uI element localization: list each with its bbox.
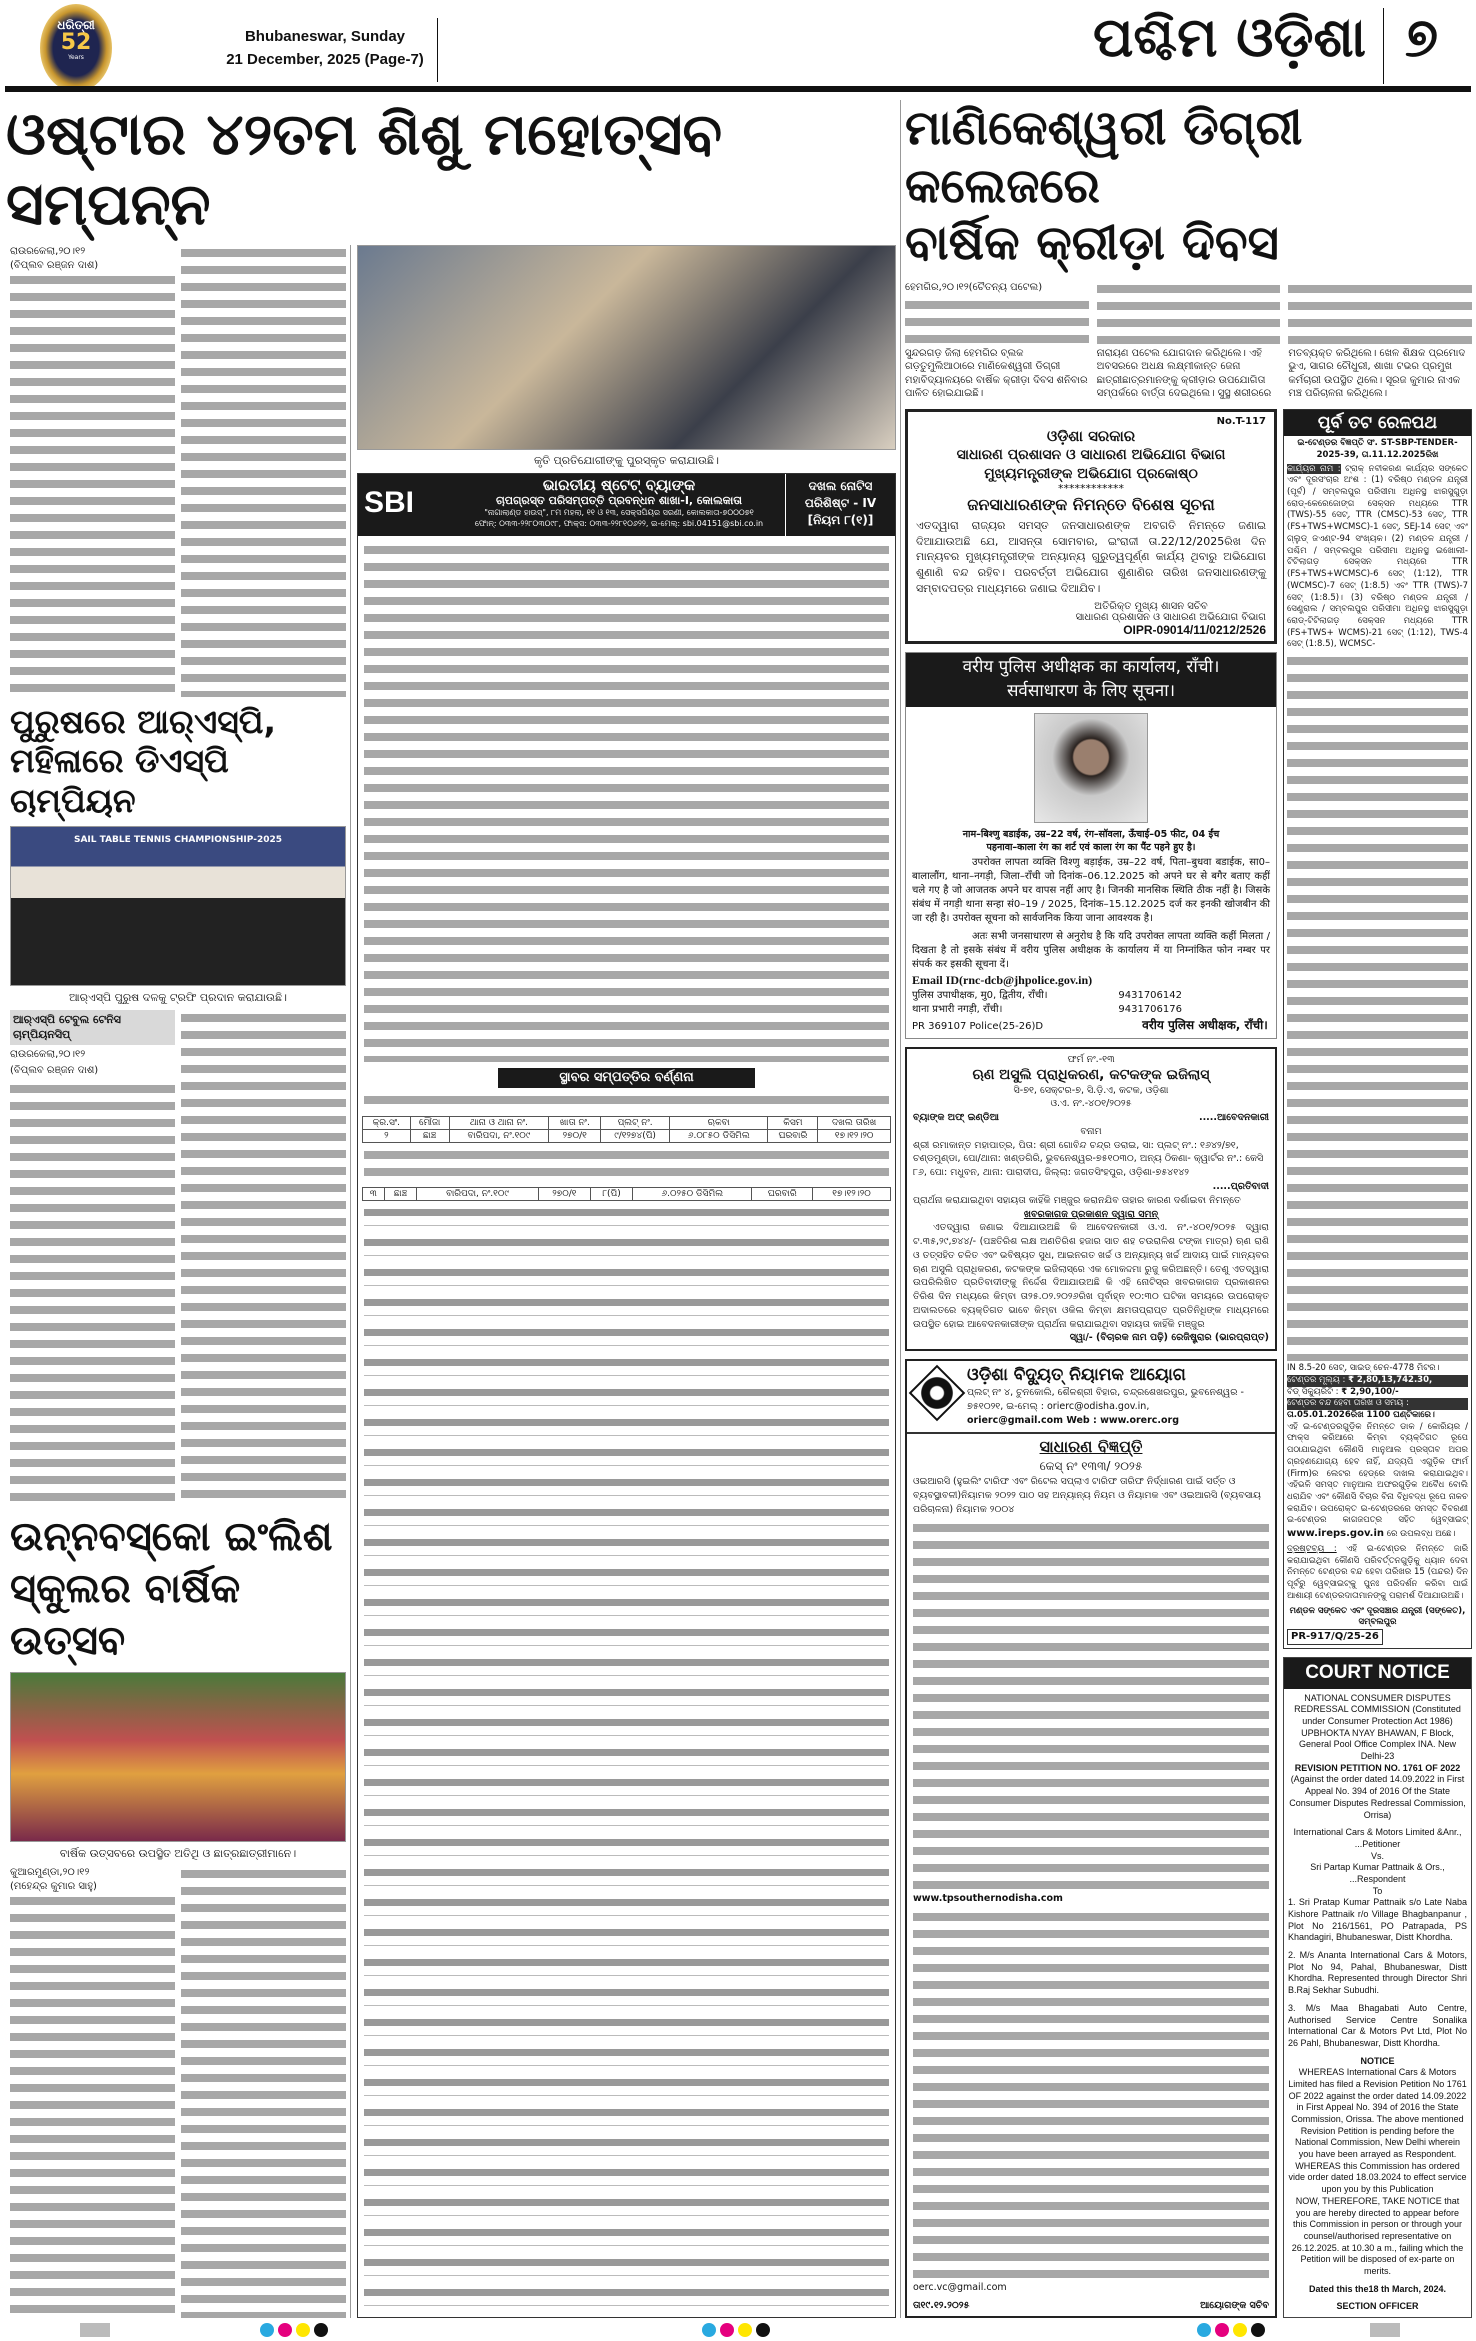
contact-phone: 9431706176 bbox=[1118, 1004, 1182, 1016]
contact-label: पुलिस उपाधीक्षक, मु0, द्वितीय, राँची। bbox=[912, 990, 1048, 1002]
petitioner-role: ...Petitioner bbox=[1354, 1838, 1401, 1849]
story4-photo-caption: ବାର୍ଷିକ ଉତ୍ସବରେ ଉପସ୍ଥିତ ଅତିଥି ଓ ଛାତ୍ରଛାତ୍ରୀମାନେ। bbox=[59, 1846, 297, 1860]
cell: ୨୭୦/୧ bbox=[549, 1129, 601, 1142]
story4-headline-line1: ଉନ୍ନବସ୍କୋ ଇଂଲିଶ bbox=[10, 1513, 333, 1560]
notice-number: No.T-117 bbox=[1216, 415, 1266, 427]
odisha-govt-notice bbox=[905, 409, 1277, 644]
story3-kicker: ଆର୍‌ଏସ୍‌ପି ଟେବୁଲ ଟେନିସ ଚାମ୍ପିୟନସିପ୍ bbox=[10, 1010, 175, 1045]
story4-dateline: କୁଆରମୁଣ୍ଡା,୨୦।୧୨ bbox=[10, 1867, 90, 1879]
section-title: ପଶ୍ଚିମ ଓଡ଼ିଶା bbox=[1093, 6, 1366, 69]
dateline-date: 21 December, 2025 (Page-7) bbox=[226, 51, 424, 69]
police-ref: PR 369107 Police(25-26)D bbox=[912, 1021, 1044, 1033]
story3-headline-line2: ମହିଳାରେ ଡିଏସ୍‌ପି ଚାମ୍ପିୟନ bbox=[10, 741, 229, 820]
work-text: ଟ୍ରାକ୍ ନବୀକରଣ କାର୍ଯ୍ୟର ସଙ୍କେତ ଏବଂ ଦୂରସଂଚାର ଅଂଶ : (1) ବରିଷ୍ଠ ମଣ୍ଡଳ ଯନ୍ତ୍ରୀ (ପୂର୍ବ) / ସମ୍ବଲପୁର ପରିସୀମା ଅଧିନସ୍ଥ ଝାରସୁଗୁଡ଼ା ରୋଡ୍-କେରେଜୋଙ୍ଗ ସେକ୍ସନ ମଧ୍ୟରେ TTR (TWS)-55 ସେଟ୍, TTR (CMSC)-53 ସେଟ୍, TTR (FS+TWS+WCMSC)-1 ସେଟ୍, SEJ-14 ସେଟ୍ ଏବଂ ଗ୍ଲୁଡ୍ ଜଏଣ୍ଟ-94 ସଂଖ୍ୟକ। (2) ମଣ୍ଡଳ ଯନ୍ତ୍ରୀ / ପଶ୍ଚିମ / ସମ୍ବଲପୁର ପରିସୀମା ଅଧିନସ୍ଥ ଇଖୋଲୀ-ଟିଟିଲାଗଡ଼ ସେକ୍ସନ ମଧ୍ୟରେ TTR (FS+TWS+WCMSC)-6 ସେଟ୍ (1:12), TTR (WCMSC)-7 ସେଟ୍ (1:8.5) ଏବଂ TTR (TWS)-7 ସେଟ୍ (1:8.5)। (3) ବରିଷ୍ଠ ମଣ୍ଡଳ ଯନ୍ତ୍ରୀ / ସେଣ୍ଟ୍ରାଲ / ସମ୍ବଲପୁର ପରିସୀମା ଅଧିନସ୍ଥ ଝାରସୁଗୁଡ଼ା ରୋଡ୍-ଟିଟିଲାଗଡ଼ ସେକ୍ସନ ମଧ୍ୟରେ TTR (FS+TWS+ WCMS)-21 ସେଟ୍ (1:12), TWS-4 ସେଟ୍ (1:8.5), WCMSC- bbox=[1287, 463, 1468, 650]
notice-department: ସାଧାରଣ ପ୍ରଶାସନ ଓ ସାଧାରଣ ଅଭିଯୋଗ ବିଭାଗ bbox=[956, 446, 1226, 463]
story2-col1: ସୁନ୍ଦରଗଡ଼ ଜିଲା ହେମଗିର ବ୍ଲକ ଗଡ଼ତୁମୁଲିଆଠାରେ ମାଣିକେଶ୍ୱରୀ ଡିଗ୍ରୀ ମହାବିଦ୍ୟାଳୟରେ ବାର୍ଷିକ କ୍ରୀଡ଼ା ଦିବସ ଶନିବାର ପାଳିତ ହୋଇଯାଇଛି। bbox=[905, 347, 1088, 400]
cell: ୬.୦୮୫୦ ଡିସିମିଲ bbox=[670, 1129, 768, 1142]
oerc-contact: orierc@gmail.com Web : www.orerc.org bbox=[967, 1415, 1180, 1427]
rule: [ନିୟମ ୮(୧)] bbox=[807, 512, 874, 527]
logo-years-label: Years bbox=[68, 54, 84, 62]
oerc-heading: ସାଧାରଣ ବିଜ୍ଞପ୍ତି bbox=[1039, 1437, 1143, 1457]
story3-dateline: ରାଉରକେଲା,୨୦।୧୨ bbox=[10, 1048, 86, 1060]
col-header: ଦଖଲ ତାରିଖ bbox=[818, 1116, 891, 1129]
drt-notice bbox=[905, 1047, 1277, 1351]
story2-dateline: ହେମଗିର,୨୦।୧୨(ଚୈତନ୍ୟ ପଟେଲ) bbox=[905, 281, 1043, 293]
tender-ref: ଇ-ଟେଣ୍ଡର ବିଜ୍ଞପ୍ତି ସଂ. ST-SBP-TENDER-2025-39, ତା.11.12.2025ରିଖ bbox=[1297, 438, 1458, 460]
cell: ବାରିପଦା, ନଂ.୧୦୯ bbox=[449, 1129, 549, 1142]
drt-case: ଓ.ଏ. ନଂ.-୪୦୧/୨୦୨୫ bbox=[1050, 1098, 1132, 1110]
closing-value: ତା.05.01.2026ରିଖ 1100 ଘଣ୍ଟିକାରେ। bbox=[1287, 1410, 1435, 1421]
versus: Vs. bbox=[1370, 1850, 1384, 1861]
notice-type: ଦଖଲ ନୋଟିସ bbox=[808, 479, 873, 494]
railway-tender bbox=[1283, 409, 1472, 1649]
notice-title: ଜନସାଧାରଣଙ୍କ ନିମନ୍ତେ ବିଶେଷ ସୂଚନା bbox=[967, 495, 1215, 515]
table-header-row bbox=[363, 1116, 891, 1129]
story1-photo-caption: କୃତି ପ୍ରତିଯୋଗୀଙ୍କୁ ପୁରସ୍କୃତ କରାଯାଉଛି। bbox=[534, 454, 719, 468]
bank-name: ଭାରତୀୟ ଷ୍ଟେଟ୍ ବ୍ୟାଙ୍କ bbox=[542, 476, 696, 495]
addressee: 2. M/s Ananta International Cars & Motors, Plot No 94, Pahal, Bhubaneswar, Distt Khordha. Represented through Director Shri B.Raj Sekhar Subudhi. bbox=[1288, 1950, 1467, 1996]
tender-body3: ରେ ଉପଲବ୍ଧ ଅଛେ। bbox=[1386, 1529, 1456, 1540]
dated: Dated this the18 th March, 2024. bbox=[1308, 2283, 1447, 2294]
tender-body2: ଏହି ଇ-ଟେଣ୍ଡରଗୁଡ଼ିକ ନିମନ୍ତେ ଡାକ / କୋରିୟର / ଫାକ୍ସ କରିଆରେ କିମ୍ବା ବ୍ୟକ୍ତିଗତ ରୂପେ ପଠାଯାଇଥିବା କୌଣସି ମାନୁଆଲ ପ୍ରସ୍ତାବ ଅପର ଗ୍ରହଣଯୋଗ୍ୟ ହେବ ନାହିଁ, ଯଦ୍ୟପି ଏଗୁଡ଼ିକ ଫାର୍ମ (Firm)ର ଲେଟର ହେଡ୍‌ରେ ଦାଖଲ କରାଯାଇଥିବ। ଏହିଭଳି ସମସ୍ତ ମାନୁଆଲ ଅଫରଗୁଡ଼ିକ ଅବୈଧ ବୋଲି ଧରାଯିବ ଏବଂ କୌଣସି ବିଚାର ବିନା ବିଧିବଦ୍ଧ ରୂପେ ନାକଚ କରାଯିବ। ଉପରୋକ୍ତ ଇ-ଟେଣ୍ଡରରେ ସମସ୍ତ ବିବରଣୀ ଇ-ଟେଣ୍ଡର କାଗଜପତ୍ର ସହିତ ୱେବ୍‌ସାଇଟ୍ bbox=[1287, 1421, 1468, 1526]
tender-title: ପୂର୍ବ ତଟ ରେଳପଥ bbox=[1284, 410, 1471, 436]
tender-note: ଏହି ଇ-ଟେଣ୍ଡର ନିମନ୍ତେ ଜାରି କରାଯାଇଥିବା କୌଣସି ପରିବର୍ତ୍ତନଗୁଡ଼ିକୁ ଧ୍ୟାନ ଦେବା ନିମନ୍ତେ ଟେଣ୍ଡର ବନ୍ଦ ହେବା ତାରିଖର 15 (ପନ୍ଦର) ଦିନ ପୂର୍ବରୁ ୱେବ୍‌ସାଇଟ୍‌କୁ ପୁନଃ ପରିଦର୍ଶନ କରିବା ପାଇଁ ଆଶାୟୀ ଟେଣ୍ଡରଦାତାମାନଙ୍କୁ ପରାମର୍ଶ ଦିଆଯାଉଅଛି। bbox=[1287, 1544, 1469, 1601]
bank-branch: ଚାପଗ୍ରସ୍ତ ପରିସମ୍ପତ୍ତି ପ୍ରବନ୍ଧନ ଶାଖା-I, କୋଲକାତା bbox=[495, 494, 743, 508]
petitioner: International Cars & Motors Limited &Anr., bbox=[1293, 1827, 1462, 1838]
para1: WHEREAS International Cars & Motors Limited has filed a Revision Petition No 1761 OF 2022 against the order dated 14.09.2022 in First Appeal No. 394 of 2016 the State Commission, Orissa. The above mentioned Revision Petition is pending before the National Commission, New Delhi wherein you have been arrayed as Respondent. bbox=[1288, 2067, 1467, 2160]
person-attire: पहनावा–काला रंग का शर्ट एवं काला रंग का पैंट पहने हुए है। bbox=[986, 841, 1196, 853]
drt-respondent-role: .....ପ୍ରତିବାଦୀ bbox=[1212, 1180, 1269, 1192]
cell: ଘରବାରି bbox=[768, 1129, 818, 1142]
print-registration-strip bbox=[0, 2322, 1476, 2339]
cell: ୬.୦୨୫୦ ଡିସିମିଲ bbox=[633, 1187, 752, 1200]
court-notice bbox=[1283, 1657, 1472, 2318]
col-header: ଋକବା bbox=[670, 1116, 768, 1129]
notice-cell: ମୁଖ୍ୟମନ୍ତ୍ରୀଙ୍କ ଅଭିଯୋଗ ପ୍ରକୋଷ୍ଠ bbox=[984, 465, 1198, 482]
story3-photo-caption: ଆର୍‌ଏସ୍‌ପି ପୁରୁଷ ଦଳକୁ ଟ୍ରଫି ପ୍ରଦାନ କରାଯାଉଛି। bbox=[68, 990, 288, 1004]
oerc-website[interactable]: www.tpsouthernodisha.com bbox=[913, 1892, 1063, 1904]
contact-phone: 9431706142 bbox=[1118, 990, 1182, 1002]
drt-body: ଏତଦ୍ୱାରା ଜଣାଇ ଦିଆଯାଉଅଛି କି ଆବେଦନକାରୀ ଓ.ଏ. ନଂ.-୪୦୧/୨୦୨୫ ଦ୍ୱାରା ଟ.୩୫,୨୯,୭୪୪/- (ପଞ୍ଚତିରିଶ ଲକ୍ଷ ଅଣତିରିଶ ହଜାର ସାତ ଶହ ଚଉରାଳିଶ ଟଙ୍କା ମାତ୍ର) ଋଣ ରାଶି ଓ ତତ୍‌ସହିତ ଚଳିତ ଏବଂ ଭବିଷ୍ୟତ ସୁଧ, ଆଇନଗତ ଖର୍ଚ୍ଚ ଓ ଅନ୍ୟାନ୍ୟ ଖର୍ଚ୍ଚ ଆଦାୟ ପାଇଁ ମାନ୍ୟବର ଋଣ ଅସୁଲି ପ୍ରାଧିକରଣ, କଟକଙ୍କ ଇଜିଲାସ୍‌ରେ ଏକ ମୋକଦ୍ଦମା ରୁଜୁ କରିଅଛନ୍ତି। ତେଣୁ ଏତଦ୍ୱାରା ଉପରିଲିଖିତ ପ୍ରତିବାଦୀଙ୍କୁ ନିର୍ଦ୍ଦେଶ ଦିଆଯାଉଅଛି କି ଏହି ନୋଟିସ୍‌ର ଖବରକାଗଜ ପ୍ରକାଶନର ତିରିଶ ଦିନ ମଧ୍ୟରେ କିମ୍ବା ତା୨୫.୦୨.୨୦୨୬ରିଖ ପୂର୍ବାହ୍ନ ୧୦:୩୦ ଘଟିକା ସମୟରେ ଉପରୋକ୍ତ ଅଦାଲତରେ ବ୍ୟକ୍ତିଗତ ଭାବେ କିମ୍ବା ଓକିଲ କିମ୍ବା କ୍ଷମତାପ୍ରାପ୍ତ ପ୍ରତିନିଧିଙ୍କ ମାଧ୍ୟମରେ ଉପସ୍ଥିତ ହୋଇ ଆବେଦନକାରୀଙ୍କ ପ୍ରାର୍ଥନା କରାଯାଇଥିବା ସହାୟତା କାହିଁକି ମଞ୍ଜୁର bbox=[913, 1222, 1269, 1330]
table-row bbox=[363, 1129, 891, 1142]
notice-header: ଓଡ଼ିଶା ସରକାର bbox=[1046, 426, 1136, 445]
property-section-heading: ସ୍ଥାବର ସମ୍ପତ୍ତିର ବର୍ଣ୍ଣନା bbox=[498, 1068, 755, 1088]
logo-text: ଧରିତ୍ରୀ bbox=[57, 18, 95, 32]
section-officer: SECTION OFFICER bbox=[1336, 2301, 1419, 2312]
cell: ଛାଞ୍ଚ bbox=[384, 1187, 417, 1200]
drt-applicant: ବ୍ୟାଙ୍କ ଅଫ୍ ଇଣ୍ଡିଆ bbox=[913, 1112, 999, 1124]
drt-form: ଫର୍ମ ନଂ.-୧୩ bbox=[1067, 1054, 1115, 1066]
cell: ଛାଞ୍ଚ bbox=[410, 1129, 449, 1142]
photo-banner-text: SAIL TABLE TENNIS CHAMPIONSHIP-2025 bbox=[73, 834, 283, 845]
police-signatory: वरीय पुलिस अधीक्षक, राँची। bbox=[1142, 1018, 1268, 1033]
story4-photo bbox=[10, 1672, 346, 1842]
sbi-logo: SBI bbox=[364, 486, 415, 520]
story2-headline-line1: ମାଣିକେଶ୍ୱରୀ ଡିଗ୍ରୀ କଲେଜରେ bbox=[905, 100, 1303, 214]
emd-value: ₹ 2,90,100/- bbox=[1341, 1386, 1399, 1397]
story1-byline: (ବିପ୍ଲବ ରଞ୍ଜନ ଦାଶ) bbox=[10, 259, 99, 271]
story2-headline-line2: ବାର୍ଷିକ କ୍ରୀଡ଼ା ଦିବସ bbox=[905, 215, 1279, 272]
story3-byline: (ବିପ୍ଲବ ରଞ୍ଜନ ଦାଶ) bbox=[10, 1065, 99, 1077]
oerc-body: ଓଇଆରସି (ହୁଇଲିଂ ଟାରିଫ ଏବଂ ରିଟେଲ ସପ୍ଲାଏ ଟାରିଫ ତାରିଫ ନିର୍ଦ୍ଧାରଣ ପାଇଁ ସର୍ତ୍ତ ଓ ବ୍ୟବସ୍ଥାବଳୀ)ନିୟାମକ ୨୦୨୨ ପାଠ ସହ ଅନ୍ୟାନ୍ୟ ନିୟମ ଓ ନିୟାମକ ଏବଂ ଓଇଆରସି (ବ୍ୟବସାୟ ପରିଚାଳନା) ନିୟାମକ ୨୦୦୪ bbox=[913, 1475, 1261, 1515]
addressee: 1. Sri Pratap Kumar Pattnaik s/o Late Naba Kishore Pattnaik r/o Village Bhagbanpanur , Plot No 216/1561, PO Patrapada, PS Khandagiri, Bhubaneswar, Distt Khordha. bbox=[1288, 1897, 1467, 1943]
oerc-logo-icon bbox=[909, 1365, 966, 1422]
emd-label: ବିଡ୍ ସିକ୍ୟୁରିଟି : bbox=[1287, 1386, 1339, 1397]
col-header: ପ୍ଲଟ୍ ନଂ. bbox=[601, 1116, 670, 1129]
oerc-date: ତା୧୯.୧୨.୨୦୨୫ bbox=[913, 2299, 970, 2311]
work-label: କାର୍ଯ୍ୟର ନାମ : bbox=[1287, 463, 1341, 474]
cell: ୯/୧୨୭୪(ପି) bbox=[601, 1129, 670, 1142]
bank-address: "ନାଗାଲାଣ୍ଡ ହାଉସ୍", ୮ମ ମହଲା, ୧୧ ଓ ୧୩, ସେକ୍ସପିୟର ସରଣୀ, କୋଲକାତା-୭୦୦୦୭୧ bbox=[484, 508, 754, 518]
petition-number: REVISION PETITION NO. 1761 OF 2022 bbox=[1294, 1762, 1461, 1773]
cell: ୩ bbox=[363, 1187, 385, 1200]
col-header: ଖାତା ନଂ. bbox=[549, 1116, 601, 1129]
drt-signatory: ସ୍ୱା/- (ବିଚାରକ ନାମ ପଢ଼ି) ରେଜିଷ୍ଟ୍ରାର (ଭାରପ୍ରାପ୍ତ) bbox=[1069, 1332, 1269, 1344]
drt-versus: ବନାମ bbox=[1080, 1125, 1102, 1137]
story2-col2: ନାରାୟଣ ପଟେଲ ଯୋଗଦାନ କରିଥିଲେ। ଏହି ଅବସରରେ ଅଧକ୍ଷ ଲକ୍ଷ୍ମୀକାନ୍ତ ଜେନା ଛାତ୍ରୀଛାତ୍ରମାନଙ୍କୁ କ୍ରୀଡ଼ାର ଉପଯୋଗିତା ସମ୍ପର୍କରେ ବାର୍ତ୍ତା ଦେଇଥିଲେ। ସୁସ୍ଥ ଶରୀରରେ bbox=[1096, 347, 1272, 400]
notice-heading: NOTICE bbox=[1360, 2055, 1395, 2066]
col-header: ମୌଜା bbox=[410, 1116, 449, 1129]
cell: ୧୭।୧୨।୨୦ bbox=[818, 1129, 891, 1142]
commission: NATIONAL CONSUMER DISPUTES REDRESSAL COMMISSION (Constituted under Consumer Protection Act 1986) UPBHOKTA NYAY BHAWAN, F Block, General Pool Office Complex INA. New Delhi-23 bbox=[1294, 1692, 1461, 1762]
cell: ବାରିପଦା, ନଂ.୧୦୯ bbox=[417, 1187, 538, 1200]
cell: ୮(ପି) bbox=[591, 1187, 633, 1200]
tender-pr-ref: PR-917/Q/25-26 bbox=[1287, 1629, 1383, 1645]
respondent-role: ...Respondent bbox=[1349, 1873, 1406, 1884]
tender-value: ₹ 2,80,13,742.30, bbox=[1348, 1374, 1433, 1385]
table-row bbox=[363, 1187, 891, 1200]
to-label: To bbox=[1372, 1885, 1383, 1896]
col-header: କ୍ର.ସଂ. bbox=[363, 1116, 411, 1129]
respondent: Sri Partap Kumar Pattnaik & Ors., bbox=[1310, 1862, 1445, 1873]
police-email[interactable]: Email ID(rnc-dcb@jhpolice.gov.in) bbox=[912, 973, 1093, 988]
story1-photo bbox=[357, 245, 896, 450]
story3-photo bbox=[10, 826, 346, 986]
police-body1: उपरोक्त लापता व्यक्ति विश्णु बड़ाईक, उम्र–22 वर्ष, पिता–बुधवा बडाईक, सा0–बालालौंग, थाना–नगड़ी, जिला–राँची जो दिनांक–06.12.2025 को अपने घर से बगैर बताए कहीं चले गए है जो आजतक अपने घर वापस नहीं आए है। जिनकी मानसिक स्थिति ठीक नहीं है। जिसके संबंध में नगड़ी थाना सन्हा सं0–19 / 2025, दिनांक–15.12.2025 दर्ज कर इनकी खोजबीन की जा रही है। उपरोक्त सूचना को सार्वजनिक किया जाना आवश्यक है। bbox=[912, 857, 1270, 925]
col-header: ଥାନା ଓ ଥାନା ନଂ. bbox=[449, 1116, 549, 1129]
ireps-link[interactable]: www.ireps.gov.in bbox=[1287, 1528, 1385, 1540]
closing-label: ଟେଣ୍ଡର ବନ୍ଦ ହେବା ତାରିଖ ଓ ସମୟ : bbox=[1287, 1398, 1468, 1410]
cell: ୨ bbox=[363, 1129, 411, 1142]
masthead-rule bbox=[5, 86, 1471, 92]
property-table bbox=[362, 1187, 891, 1201]
story4-headline-line2: ସ୍କୁଲର ବାର୍ଷିକ ଉତ୍ସବ bbox=[10, 1565, 241, 1664]
oerc-signatory: ଆୟୋଗଙ୍କ ସଚିବ bbox=[1200, 2299, 1269, 2311]
story4-byline: (ମହେନ୍ଦ୍ର କୁମାର ସାହୁ) bbox=[10, 1880, 97, 1892]
police-notice bbox=[905, 652, 1277, 1039]
police-body2: अतः सभी जनसाधारण से अनुरोध है कि यदि उपरोक्त लापता व्यक्ति कहीं मिलता / दिखता है तो इसके संबंध में वरीय पुलिस अधीक्षक के कार्यालय में या निम्नांकित फोन नम्बर पर संपर्क कर इसकी सूचना दें। bbox=[912, 931, 1270, 971]
work-tail: IN 8.5-20 ସେଟ୍, ସାଇଡ୍ ଚେନ-4778 ମିଟର। bbox=[1287, 1363, 1440, 1374]
court-notice-title: COURT NOTICE bbox=[1284, 1658, 1471, 1689]
oerc-email[interactable]: oerc.vc@gmail.com bbox=[913, 2281, 1007, 2293]
logo-years: 52 bbox=[60, 30, 92, 56]
sbi-notice bbox=[357, 473, 896, 2318]
para3: NOW, THEREFORE, TAKE NOTICE that you are hereby directed to appear before this Commission in person or through your counsel/authorised representative on 26.12.2025. at 10.30 a m., failing which the Petition will be disposed of ex-parte on merits. bbox=[1291, 2195, 1464, 2276]
drt-summons: ଖବରକାଗଜ ପ୍ରକାଶନ ଦ୍ୱାରା ସମନ୍ bbox=[1023, 1208, 1159, 1220]
missing-person-photo bbox=[1034, 713, 1148, 823]
drt-purpose: ପ୍ରାର୍ଥନା କରାଯାଇଥିବା ସହାୟତା କାହିଁକି ମଞ୍ଜୁର କରାନଯିବ ତାହାର କାରଣ ଦର୍ଶାଇବା ନିମନ୍ତେ bbox=[913, 1194, 1241, 1206]
police-title-line2: सर्वसाधारण के लिए सूचना। bbox=[1006, 681, 1176, 702]
notice-stars: ************ bbox=[1058, 482, 1124, 496]
notice-ref: OIPR-09014/11/0212/2526 bbox=[1123, 623, 1266, 638]
tender-signatory: ମଣ୍ଡଳ ସଙ୍କେତ ଏବଂ ଦୂରସଞ୍ଚାର ଯନ୍ତ୍ରୀ (ସଙ୍କେତ), ସମ୍ବଲପୁର bbox=[1289, 1605, 1466, 1628]
person-description: नाम–बिश्णु बडाईक, उम्र–22 वर्ष, रंग–सॉवला, ऊँचाई–05 फीट, 04 ईंच bbox=[962, 828, 1220, 840]
note-label: ଦ୍ରଷ୍ଟବ୍ୟ : bbox=[1287, 1544, 1337, 1554]
anniversary-logo bbox=[40, 4, 112, 92]
dateline-place: Bhubaneswar, Sunday bbox=[244, 28, 406, 45]
drt-applicant-role: .....ଆବେଦନକାରୀ bbox=[1198, 1112, 1269, 1124]
story1-headline: ଓଷ୍ଟାର ୪୨ତମ ଶିଶୁ ମହୋତ୍ସବ ସମ୍ପନ୍ନ bbox=[6, 100, 723, 238]
bank-contact: ଫୋନ୍: ୦୩୩-୨୨୮୦୩୦୯୮, ଫାକ୍ସ: ୦୩୩-୨୨୮୧୦୬୨୨, ଇ-ମେଲ୍: sbi.04151@sbi.co.in bbox=[474, 518, 764, 528]
against-order: (Against the order dated 14.09.2022 in First Appeal No. 394 of 2016 Of the State Consumer Disputes Redressal Commission, Orrisa) bbox=[1289, 1774, 1466, 1820]
page-number: ୭ bbox=[1405, 6, 1439, 69]
drt-respondent: ଶ୍ରୀ ରମାକାନ୍ତ ମହାପାତ୍ର, ପିତା: ଶ୍ରୀ ଗୋବିନ୍ଦ ଚନ୍ଦ୍ର ଡରାଇ, ସା: ପ୍ଲଟ୍ ନଂ.: ୧୬୪୨/୭୧, ଚଣ୍ଡମୁଣ୍ଡା, ପୋ/ଥାନା: ଖଣ୍ଡଗିରି, ଭୁବନେଶ୍ୱର-୭୫୧୦୩୦, ଅନ୍ୟ ଠିକଣା- କ୍ୱାର୍ଟର ନଂ.: କେସି ୮୬, ପୋ: ମଧୁବନ, ଥାନା: ପାରାଦୀପ, ଜିଲ୍ଲା: ଜଗତସିଂହପୁର, ଓଡ଼ିଶା-୭୫୪୧୪୨ bbox=[913, 1139, 1264, 1179]
notice-signatory: ଅତିରିକ୍ତ ମୁଖ୍ୟ ଶାସନ ସଚିବ bbox=[1094, 601, 1208, 613]
story1-dateline: ରାଉରକେଲା,୨୦।୧୨ bbox=[10, 246, 86, 258]
police-title-line1: वरीय पुलिस अधीक्षक का कार्यालय, राँची। bbox=[962, 657, 1220, 678]
contact-label: थाना प्रभारी नगड़ी, राँची। bbox=[912, 1004, 1003, 1016]
story3-headline-line1: ପୁରୁଷରେ ଆର୍‌ଏସ୍‌ପି, bbox=[10, 701, 276, 741]
addressee: 3. M/s Maa Bhagabati Auto Centre, Authorised Service Centre Sonalika International Car & Motors Pvt Ltd, Plot No 26 Pahl, Bhubaneswar, Distt Khordha. bbox=[1288, 2002, 1467, 2048]
oerc-title: ଓଡ଼ିଶା ବିଦ୍ୟୁତ୍ ନିୟାମକ ଆୟୋଗ bbox=[967, 1365, 1186, 1386]
oerc-case: କେସ୍ ନଂ ୧୩୩/ ୨୦୨୫ bbox=[1039, 1458, 1143, 1473]
oerc-address: ପ୍ଲଟ୍ ନଂ ୪, ଚୁନକୋଲି, ଶୈଳଶ୍ରୀ ବିହାର, ଚନ୍ଦ୍ରଶେଖରପୁର, ଭୁବନେଶ୍ୱର - ୭୫୧୦୨୧, ଇ-ମେଲ୍ : orierc@odisha.gov.in, bbox=[967, 1386, 1244, 1412]
drt-address: ସି-୭୧, ସେକ୍ଟର-୭, ସି.ଡ଼ି.ଏ, କଟକ, ଓଡ଼ିଶା bbox=[1013, 1084, 1169, 1096]
drt-title: ଋଣ ଅସୁଲି ପ୍ରାଧିକରଣ, କଟକଙ୍କ ଇଜିଲାସ୍ bbox=[972, 1066, 1210, 1083]
oerc-notice bbox=[905, 1359, 1277, 2318]
col-header: କିସମ bbox=[768, 1116, 818, 1129]
cell: ୧୭।୧୨।୨୦ bbox=[813, 1187, 891, 1200]
story2-col3: ମତବ୍ୟକ୍ତ କରିଥିଲେ। ଖେଳ ଶିକ୍ଷକ ପ୍ରମୋଦ ଭୁଏ, ସାଗର ଚୌଧୁରୀ, ଶାଖା ଟଭର ପ୍ରମୁଖ କର୍ମଚାରୀ ଉପସ୍ଥିତ ଥିଲେ। ସୂରଜ କୁମାର ନାଏକ ମଞ୍ଚ ପରିଚାଳନା କରିଥିଲେ। bbox=[1288, 347, 1466, 400]
story1-body bbox=[181, 245, 346, 697]
cell: ଘରବାରି bbox=[752, 1187, 813, 1200]
notice-body: ଏତଦ୍ୱାରା ରାଜ୍ୟର ସମସ୍ତ ଜନସାଧାରଣଙ୍କ ଅବଗତି ନିମନ୍ତେ ଜଣାଇ ଦିଆଯାଉଅଛି ଯେ, ଆସନ୍ତା ସୋମବାର, ଇଂରାଜୀ ତା.22/12/2025ରିଖ ଦିନ ମାନ୍ୟବର ମୁଖ୍ୟମନ୍ତ୍ରୀଙ୍କ ଅନ୍ୟାନ୍ୟ ଗୁରୁତ୍ୱପୂର୍ଣ୍ଣ କାର୍ଯ୍ୟ ଥିବାରୁ ଅଭିଯୋଗ ଶୁଣାଣି ବନ୍ଦ ରହିବ। ପରବର୍ତ୍ତୀ ଅଭିଯୋଗ ଶୁଣାଣିର ତାରିଖ ଜନସାଧାରଣଙ୍କୁ ସମ୍ବାଦପତ୍ର ମାଧ୍ୟମରେ ଜଣାଇ ଦିଆଯିବ। bbox=[916, 518, 1266, 596]
notice-signatory-dept: ସାଧାରଣ ପ୍ରଶାସନ ଓ ସାଧାରଣ ଅଭିଯୋଗ ବିଭାଗ bbox=[1075, 612, 1266, 624]
property-table bbox=[362, 1116, 891, 1143]
appendix: ପରିଶିଷ୍ଟ - IV bbox=[804, 495, 877, 510]
para2: WHEREAS this Commission has ordered vide order dated 18.03.2024 to effect service upon you by this Publication bbox=[1288, 2160, 1467, 2195]
cell: ୨୭୦/୧ bbox=[538, 1187, 590, 1200]
masthead bbox=[0, 0, 1476, 95]
story1-body bbox=[10, 272, 175, 697]
value-label: ଟେଣ୍ଡର ମୂଲ୍ୟ : bbox=[1287, 1374, 1346, 1385]
